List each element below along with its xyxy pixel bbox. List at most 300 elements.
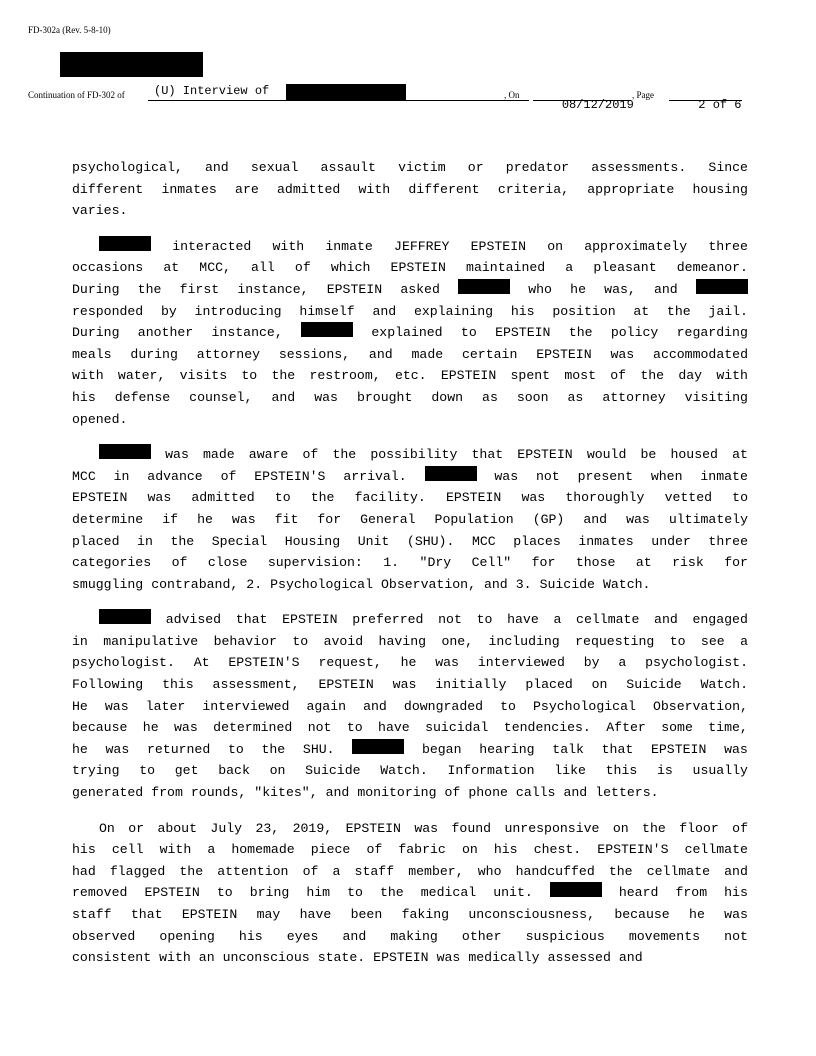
word: "kites",: [254, 785, 318, 801]
word: Population: [434, 511, 514, 527]
word: of: [444, 785, 461, 801]
word: the: [179, 863, 204, 879]
word: most: [564, 368, 596, 384]
word: with: [72, 368, 104, 384]
word: down: [431, 389, 464, 405]
redaction-block: [458, 279, 510, 294]
word: counsel,: [189, 389, 253, 405]
word: engaged: [692, 612, 748, 628]
word: jail.: [708, 303, 748, 319]
word: inmate: [325, 238, 373, 254]
word: he: [197, 511, 213, 527]
word: was: [165, 447, 189, 463]
word: member,: [408, 863, 464, 879]
word: on: [461, 842, 478, 858]
word: for: [724, 555, 748, 571]
word: that: [130, 907, 163, 922]
text-line: [72, 839, 748, 861]
word: suspicious: [525, 928, 605, 944]
word: categories: [72, 555, 152, 571]
word: by: [160, 303, 177, 319]
text-line: [72, 574, 748, 596]
word: on: [547, 238, 564, 254]
text-line: [72, 279, 748, 301]
word: inmates: [578, 533, 634, 549]
word: was: [494, 468, 519, 484]
paragraph-gap: [72, 430, 748, 444]
word: inmates: [161, 181, 217, 197]
word: and: [372, 303, 397, 319]
redaction-file-number: [60, 52, 203, 77]
word: predator: [505, 160, 570, 175]
word: of: [294, 260, 311, 276]
text-line: [72, 487, 748, 509]
word: different: [408, 181, 480, 197]
word: admitted: [277, 181, 341, 197]
word: instance,: [237, 281, 309, 297]
word: that: [235, 612, 268, 628]
word: certain: [461, 346, 518, 362]
word: made: [203, 447, 235, 463]
text-line: [72, 531, 748, 553]
word: places: [513, 533, 561, 549]
word: later: [145, 698, 186, 714]
word: spent: [510, 368, 551, 384]
word: to: [347, 885, 363, 901]
word: returned: [146, 741, 211, 757]
word: are: [235, 181, 259, 197]
word: this: [605, 763, 638, 779]
text-line: [72, 904, 748, 926]
word: in: [113, 468, 130, 484]
word: victim: [398, 160, 446, 175]
word: attorney: [602, 389, 666, 405]
word: "Dry: [419, 555, 452, 571]
word: EPSTEIN: [144, 885, 200, 901]
word: EPSTEIN'S: [597, 842, 669, 858]
word: three: [708, 238, 748, 254]
word: manipulative: [103, 633, 199, 649]
word: occasions: [72, 260, 144, 276]
text-line: [72, 631, 748, 653]
word: pleasant: [593, 260, 657, 276]
word: at: [163, 260, 180, 276]
text-line: [72, 947, 748, 969]
word: During: [72, 325, 120, 341]
word: He: [72, 698, 88, 714]
word: of: [302, 863, 319, 879]
word: Suicide: [539, 576, 595, 592]
word: Psychological: [270, 576, 374, 592]
word: by: [583, 655, 600, 671]
word: regarding: [676, 325, 748, 341]
word: the: [310, 490, 335, 506]
date-field: [533, 84, 634, 112]
word: when: [650, 468, 683, 484]
word: about: [157, 820, 198, 836]
word: EPSTEIN: [318, 677, 374, 693]
word: he: [570, 281, 586, 297]
word: explaining: [413, 303, 494, 319]
word: was: [314, 389, 338, 405]
word: housing: [692, 181, 748, 197]
word: himself: [299, 303, 355, 319]
text-line: [72, 365, 748, 387]
word: ultimately: [668, 511, 748, 527]
word: soon: [516, 389, 549, 405]
word: Watch.: [380, 763, 428, 779]
word: not: [535, 468, 560, 484]
word: rounds,: [190, 785, 247, 801]
word: he: [400, 655, 417, 671]
word: state.: [317, 950, 366, 966]
word: and: [325, 785, 350, 801]
word: assessment,: [212, 677, 300, 693]
word: to: [216, 885, 233, 901]
word: have: [299, 907, 332, 922]
word: having: [378, 633, 427, 649]
word: During: [72, 281, 120, 297]
word: appropriate: [587, 181, 675, 197]
word: like: [554, 763, 586, 779]
word: letters.: [595, 785, 659, 801]
word: EPSTEIN: [495, 325, 551, 341]
word: arrival.: [343, 468, 407, 484]
word: admitted: [191, 490, 255, 506]
word: medically: [468, 950, 540, 966]
word: was: [435, 655, 459, 671]
word: demeanor.: [676, 260, 748, 276]
word: the: [642, 820, 666, 836]
word: meals: [72, 346, 112, 362]
word: attention: [217, 863, 289, 879]
word: aware: [248, 447, 289, 463]
word: the: [332, 447, 357, 463]
word: and: [342, 928, 367, 944]
word: inmate: [700, 468, 748, 484]
word: Watch.: [602, 576, 651, 592]
word: EPSTEIN: [345, 820, 401, 836]
word: different: [72, 181, 144, 197]
word: fit: [274, 511, 299, 527]
document-body: [72, 157, 748, 969]
word: MCC,: [199, 260, 231, 276]
word: restroom,: [309, 368, 381, 384]
word: with: [716, 368, 748, 384]
word: preferred: [352, 612, 424, 628]
word: brought: [356, 389, 413, 405]
word: an: [198, 950, 215, 966]
word: been: [350, 907, 383, 922]
word: the: [137, 281, 162, 297]
word: etc.: [394, 368, 427, 384]
word: psychologist.: [645, 655, 748, 671]
word: who: [477, 863, 502, 879]
word: because: [614, 907, 670, 922]
word: EPSTEIN: [390, 260, 446, 276]
word: EPSTEIN: [517, 447, 573, 463]
word: JEFFREY: [394, 238, 450, 254]
word: on: [591, 677, 608, 693]
text-line: [72, 882, 748, 904]
word: a: [618, 655, 627, 671]
text-line: [72, 200, 748, 222]
word: that: [471, 447, 504, 463]
word: and: [653, 281, 678, 297]
word: was,: [604, 281, 636, 297]
subject-text: (U) Interview of: [154, 84, 270, 98]
word: was: [724, 907, 748, 922]
word: other: [461, 928, 502, 944]
word: floor: [679, 820, 719, 836]
word: defense: [114, 389, 171, 405]
word: Suicide: [626, 677, 682, 693]
word: observed: [72, 928, 136, 944]
word: back: [218, 763, 250, 779]
word: hearing: [479, 741, 535, 757]
word: (SHU).: [406, 533, 455, 549]
word: this: [162, 677, 194, 693]
word: approximately: [584, 238, 688, 254]
word: a: [332, 863, 341, 879]
redaction-block: [550, 882, 602, 897]
word: 3.: [515, 576, 532, 592]
word: After: [606, 720, 646, 736]
word: 2019,: [292, 820, 333, 836]
word: housed: [670, 447, 718, 463]
word: under: [651, 533, 691, 549]
word: was: [610, 346, 635, 362]
word: was: [104, 698, 129, 714]
word: homemade: [231, 842, 295, 858]
word: day: [678, 368, 703, 384]
word: and: [271, 389, 296, 405]
word: to: [227, 741, 244, 757]
page-field: [669, 84, 742, 112]
word: (GP): [532, 511, 565, 527]
redaction-subject: [286, 84, 406, 100]
text-line: [72, 717, 748, 739]
word: unconsciousness,: [468, 907, 595, 922]
redaction-block: [99, 236, 151, 251]
word: EPSTEIN: [282, 612, 338, 628]
word: from: [151, 785, 183, 801]
text-line: [72, 674, 748, 696]
word: and: [654, 612, 678, 628]
word: to: [669, 633, 686, 649]
text-line: [72, 322, 748, 344]
word: sexual: [250, 160, 299, 175]
word: advised: [165, 612, 222, 628]
word: July: [210, 820, 243, 836]
word: sessions,: [278, 346, 351, 362]
text-line: [72, 344, 748, 366]
word: staff: [72, 907, 112, 922]
word: Unit: [357, 533, 390, 549]
paragraph-gap: [72, 804, 748, 818]
word: which: [330, 260, 371, 276]
word: water,: [117, 368, 166, 384]
word: to: [346, 720, 363, 736]
word: his: [72, 842, 96, 858]
word: medical: [420, 885, 477, 901]
page-text: 2 of 6: [698, 98, 742, 112]
word: was: [724, 741, 748, 757]
word: interacted: [172, 238, 252, 254]
word: fabric: [398, 842, 446, 858]
word: EPSTEIN: [536, 346, 592, 362]
word: and: [563, 785, 588, 801]
word: at: [633, 303, 650, 319]
word: was: [392, 677, 417, 693]
word: his: [238, 928, 263, 944]
word: the: [608, 863, 633, 879]
word: suicidal: [425, 720, 489, 736]
word: cell: [111, 842, 144, 858]
word: staff: [354, 863, 395, 879]
word: of: [610, 368, 627, 384]
word: EPSTEIN: [470, 238, 527, 254]
word: maintained: [466, 260, 546, 276]
word: EPSTEIN: [440, 368, 497, 384]
word: Special: [211, 533, 268, 549]
word: to: [500, 698, 516, 714]
word: or: [467, 160, 484, 175]
word: eyes: [286, 928, 319, 944]
paragraph-gap: [72, 222, 748, 236]
text-line: [72, 609, 748, 631]
word: he: [689, 907, 705, 922]
word: possibility: [370, 447, 458, 463]
word: responded: [72, 303, 144, 319]
word: was: [414, 820, 439, 836]
word: with: [159, 950, 191, 966]
word: SHU.: [302, 741, 335, 757]
word: on: [269, 763, 286, 779]
text-line: [72, 782, 748, 804]
word: advance: [147, 468, 203, 484]
word: not: [307, 720, 332, 736]
word: criteria,: [497, 181, 570, 197]
word: was: [174, 720, 198, 736]
word: not: [724, 928, 748, 944]
text-line: [72, 409, 748, 431]
word: and: [724, 863, 748, 879]
word: determined: [213, 720, 293, 736]
word: was: [147, 490, 172, 506]
text-line: [72, 179, 748, 201]
word: interviewed: [477, 655, 565, 671]
word: Following: [72, 677, 144, 693]
word: unconscious: [222, 950, 310, 966]
word: EPSTEIN: [181, 907, 238, 922]
text-line: [72, 387, 748, 409]
word: the: [568, 325, 593, 341]
word: generated: [72, 785, 144, 801]
word: handcuffed: [515, 863, 595, 879]
word: unresponsive: [504, 820, 600, 836]
word: one,: [441, 633, 474, 649]
word: and: [618, 950, 643, 966]
word: and: [204, 160, 229, 175]
word: MCC: [72, 468, 96, 484]
word: policy: [610, 325, 659, 341]
text-line: [72, 257, 748, 279]
word: psychologist.: [72, 655, 175, 671]
date-text: 08/12/2019: [561, 98, 634, 112]
word: of: [366, 842, 383, 858]
word: Since: [708, 160, 748, 175]
word: phone: [468, 785, 508, 801]
word: from: [675, 885, 708, 901]
word: if: [162, 511, 179, 527]
word: of: [171, 555, 188, 571]
word: Psychological: [533, 698, 636, 714]
word: calls: [515, 785, 556, 801]
word: with: [159, 842, 192, 858]
word: supervision:: [267, 555, 363, 571]
word: the: [261, 741, 286, 757]
word: accommodated: [653, 346, 748, 362]
word: talk: [552, 741, 584, 757]
word: with: [358, 181, 391, 197]
text-line: [72, 696, 748, 718]
word: introducing: [194, 303, 282, 319]
word: some: [661, 720, 693, 736]
word: 23,: [255, 820, 280, 836]
word: see: [700, 633, 725, 649]
word: explained: [371, 325, 443, 341]
word: making: [390, 928, 438, 944]
word: risk: [672, 555, 704, 571]
word: Information: [447, 763, 535, 779]
word: tendencies.: [503, 720, 591, 736]
word: that: [601, 741, 634, 757]
word: MCC: [471, 533, 496, 549]
word: opening: [159, 928, 215, 944]
word: heard: [618, 885, 659, 901]
word: get: [174, 763, 199, 779]
word: placed: [525, 677, 573, 693]
word: made: [411, 346, 444, 362]
word: not: [438, 612, 462, 628]
word: all: [251, 260, 275, 276]
word: was: [231, 511, 256, 527]
word: the: [640, 368, 665, 384]
text-line: [72, 444, 748, 466]
form-id: FD-302a (Rev. 5-8-10): [28, 25, 111, 35]
word: a: [553, 612, 562, 628]
subject-field: [148, 84, 529, 101]
word: at: [732, 447, 748, 463]
word: placed: [72, 533, 120, 549]
word: assault: [320, 160, 376, 175]
word: he: [72, 741, 88, 757]
word: General: [360, 511, 416, 527]
word: during: [130, 346, 178, 362]
word: to: [274, 490, 291, 506]
word: have: [507, 612, 539, 628]
word: assessed: [547, 950, 611, 966]
text-line: [72, 157, 748, 179]
word: cellmate: [576, 612, 640, 628]
word: first: [179, 281, 220, 297]
text-line: [72, 652, 748, 674]
word: cellmate: [646, 863, 711, 879]
word: and: [368, 346, 393, 362]
word: At: [193, 655, 210, 671]
word: to: [476, 612, 493, 628]
